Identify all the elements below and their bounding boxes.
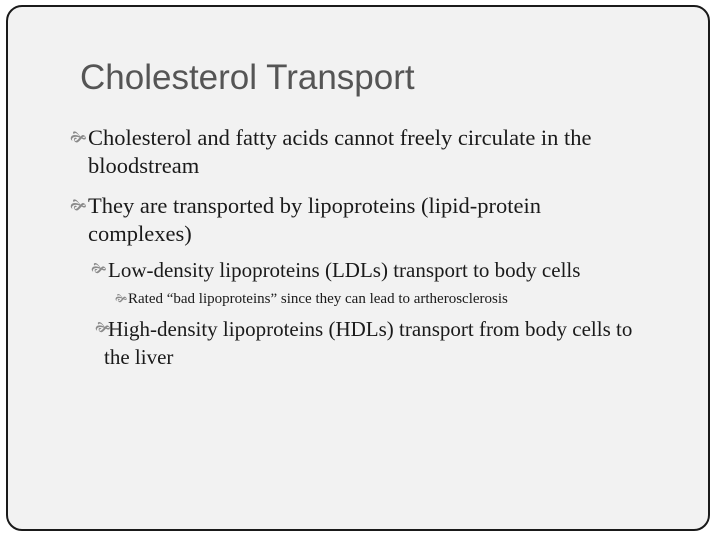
bullet-text: High-density lipoproteins (HDLs) transport from body cells to the liver [104,317,633,369]
bullet-transport-lipoproteins [70,192,648,248]
bullet-icon: 🙞 [95,321,111,336]
slide-title: Cholesterol Transport [80,58,415,97]
bullet-icon: 🙞 [91,262,107,277]
bullet-ldl [91,256,688,284]
bullet-text: They are transported by lipoproteins (lipid-protein complexes) [88,193,541,246]
bullet-icon: 🙞 [70,130,87,146]
bullet-text: Low-density lipoproteins (LDLs) transport to body cells [108,258,581,282]
bullet-cholesterol-circulation [70,124,648,180]
bullet-icon: 🙞 [70,198,87,214]
bullet-text: Cholesterol and fatty acids cannot freely circulate in the bloodstream [88,125,592,178]
bullet-ldl-rating [115,289,688,309]
bullet-hdl [95,315,654,371]
bullet-icon: 🙞 [115,293,128,305]
bullet-text: Rated “bad lipoproteins” since they can lead to artherosclerosis [128,291,508,307]
